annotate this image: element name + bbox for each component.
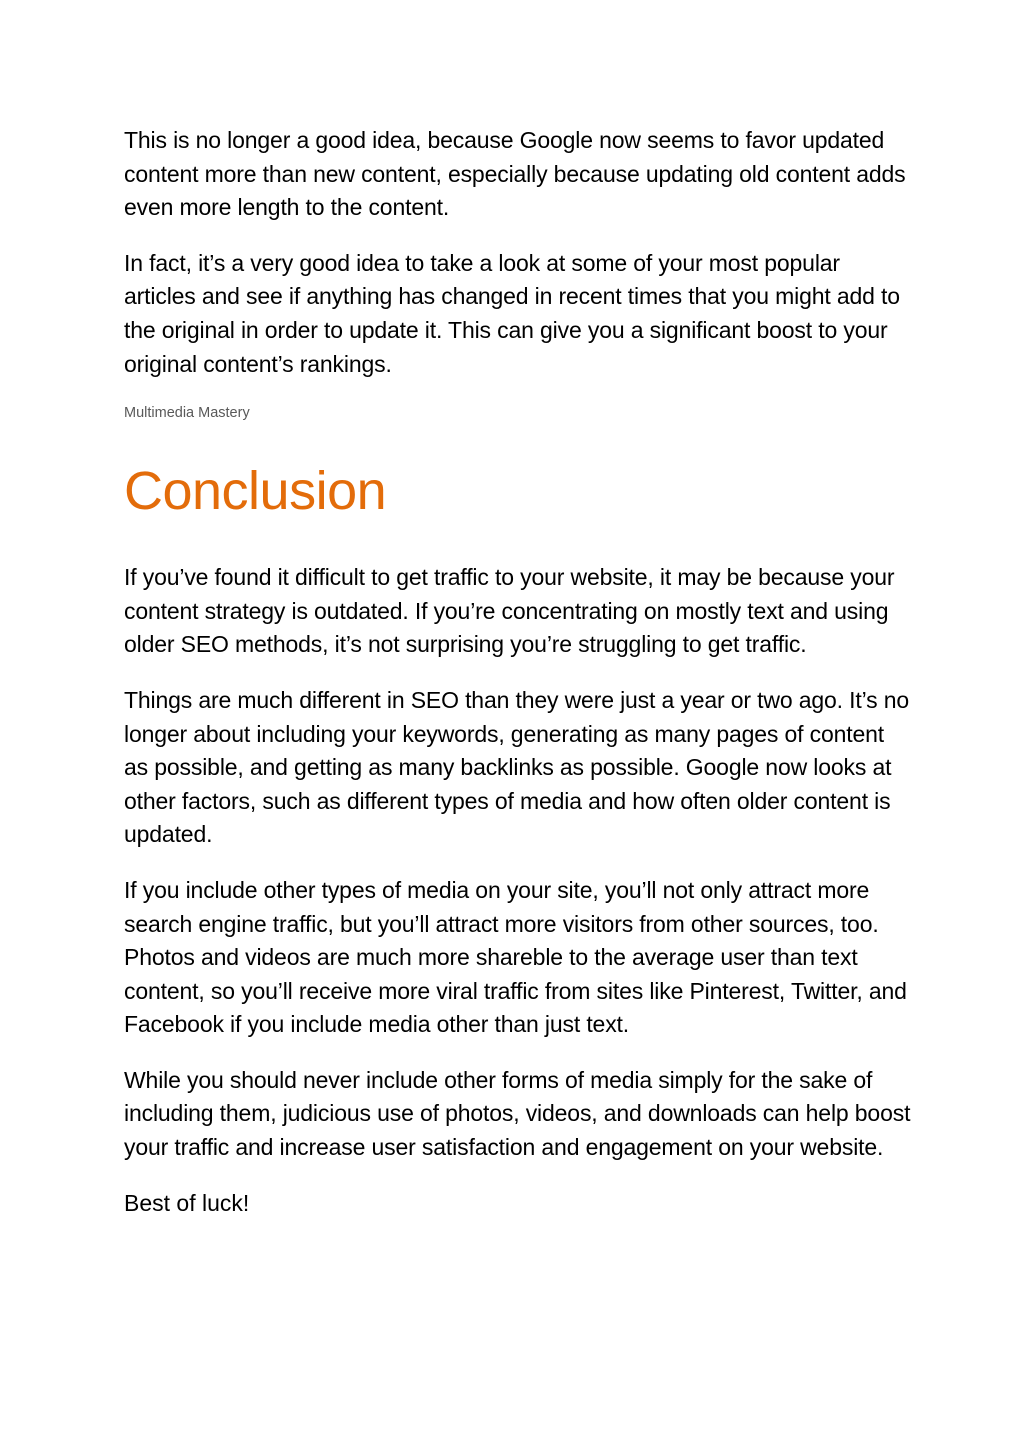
conclusion-paragraph-4: While you should never include other forms of media simply for the sake of including them, judicious use of photos, videos, and downloads can help boost your traffic and increase user satisfaction and engagement on your website. [124,1066,911,1161]
intro-paragraph-2: In fact, it’s a very good idea to take a look at some of your most popular articles and see if anything has changed in recent times that you might add to the original in order to update it. This can give you a significant boost to your original content’s rankings. [124,249,900,377]
conclusion-paragraph-2: Things are much different in SEO than they were just a year or two ago. It’s no longer about including your keywords, generating as many pages of content as possible, and getting as many backlinks as possible. Google now looks at other factors, such as different types of media and how often older content is updated. [124,686,910,848]
intro-paragraph-1: This is no longer a good idea, because Google now seems to favor updated content more than new content, especially because updating old content adds even more length to the content. [124,127,906,221]
section-heading: Conclusion [124,461,387,522]
conclusion-paragraph-3: If you include other types of media on your site, you’ll not only attract more search engine traffic, but you’ll attract more visitors from other sources, too. Photos and videos are much more shareble to the average user than text content, so you’ll receive more viral traffic from sites like Pinterest, Twitter, and Facebook if you include media other than just text. [124,876,907,1038]
conclusion-paragraph-1: If you’ve found it difficult to get traffic to your website, it may be because your content strategy is outdated. If you’re concentrating on mostly text and using older SEO methods, it’s not surprising you’re struggling to get traffic. [124,564,895,658]
running-footer-label: Multimedia Mastery [124,405,250,422]
closing-line: Best of luck! [124,1189,250,1216]
document-page [124,124,914,1220]
